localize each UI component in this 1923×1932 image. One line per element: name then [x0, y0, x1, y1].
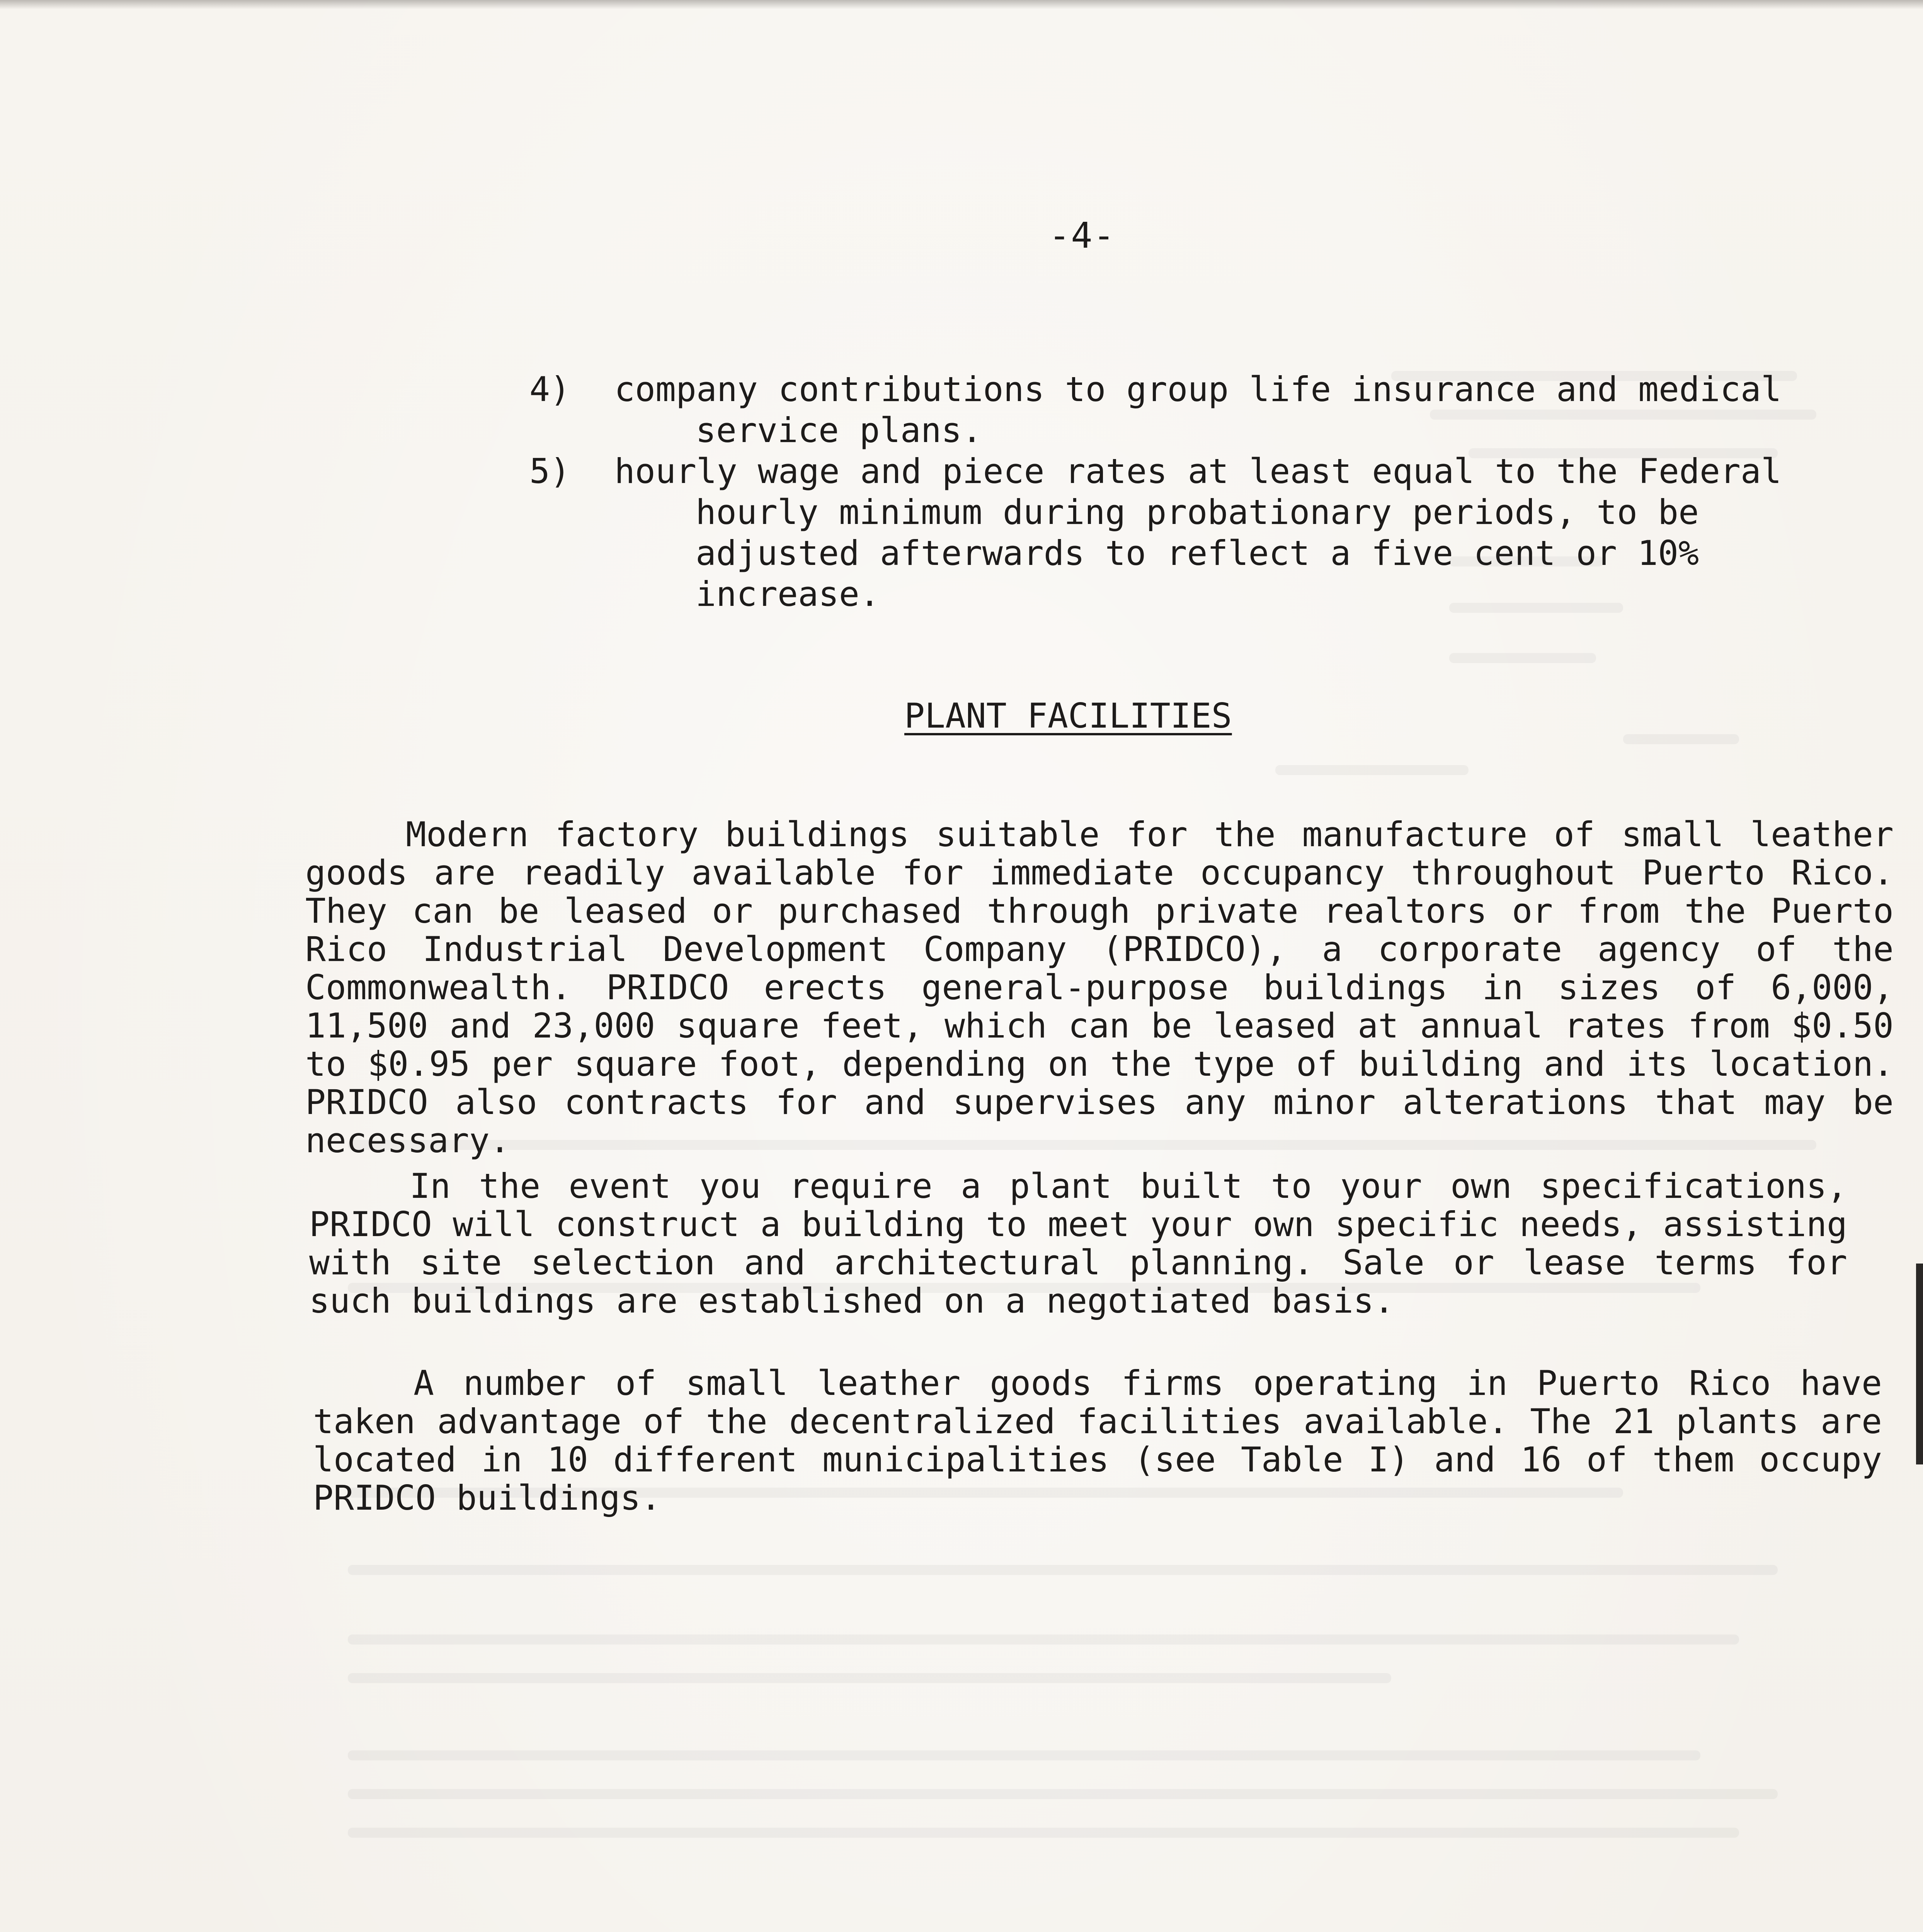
section-heading: PLANT FACILITIES	[904, 696, 1232, 736]
scan-edge-mark	[1916, 1264, 1923, 1464]
list-item-text: company contributions to group life insurance and medical service plans.	[614, 369, 1802, 450]
page-number: -4-	[1048, 215, 1116, 256]
paragraph-buildings: Modern factory buildings suitable for the manufacture of small leather goods are readily available for immediate occupancy throughout Puerto Rico. They can be leased or purchased through private realtors or from the Puerto Rico Industrial Development Company (PRIDCO), a corporate agency of the Commonwealth. PRIDCO erects general-purpose buildings in sizes of 6,000, 11,500 and 23,000 square feet, which can be leased at annual rates from $0.50 to $0.95 per square foot, depending on the type of building and its location. PRIDCO also contracts for and supervises any minor alterations that may be necessary.	[305, 815, 1894, 1160]
list-item	[529, 451, 1843, 615]
list-item-marker: 5)	[529, 451, 570, 491]
paragraph-custom-plant: In the event you require a plant built to your own specifications, PRIDCO will construct a building to meet your own specific needs, assisting with site selection and architectural planning. Sale or lease terms for such buildings are established on a negotiated basis.	[309, 1166, 1847, 1321]
list-item	[529, 369, 1843, 451]
list-item-marker: 4)	[529, 369, 570, 409]
paragraph-existing-firms: A number of small leather goods firms operating in Puerto Rico have taken advantage of the decentralized facilities available. The 21 plants are located in 10 different municipalities (see Table I) and 16 of them occupy PRIDCO buildings.	[313, 1363, 1882, 1518]
list-item-text: hourly wage and piece rates at least equal to the Federal hourly minimum during probationary periods, to be adjusted afterwards to reflect a five cent or 10% increase.	[614, 451, 1802, 614]
scan-edge-shadow	[0, 0, 1923, 9]
benefits-list	[529, 369, 1843, 615]
